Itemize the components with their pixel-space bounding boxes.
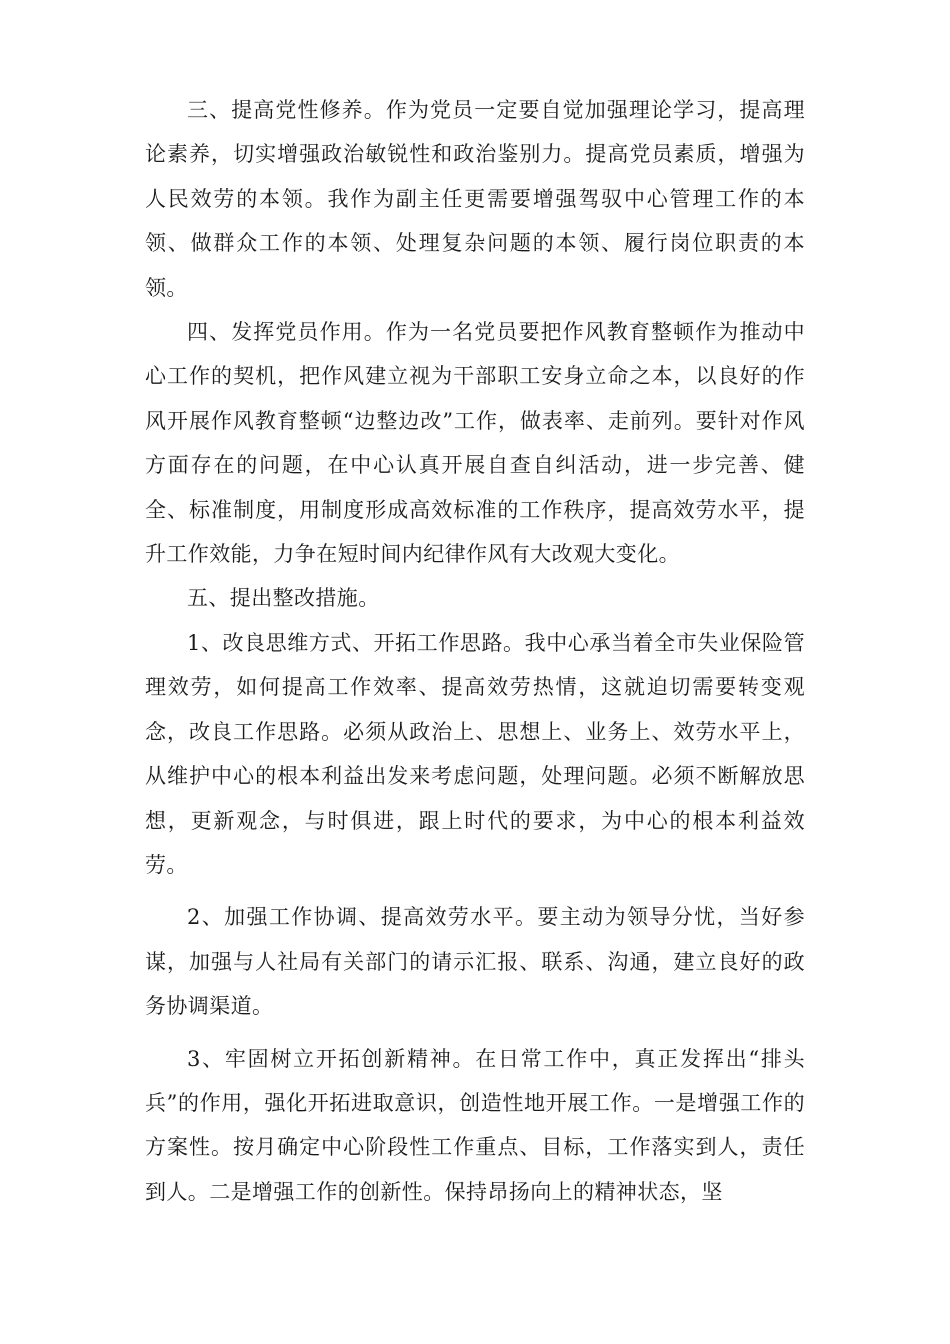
document-body [145, 88, 805, 1214]
paragraph-measure-1: 1、改良思维方式、开拓工作思路。我中心承当着全市失业保险管理效劳，如何提高工作效率、提高效劳热情，这就迫切需要转变观念，改良工作思路。必须从政治上、思想上、业务上、效劳水平上，从维护中心的根本利益出发来考虑问题，处理问题。必须不断解放思想，更新观念，与时俱进，跟上时代的要求，为中心的根本利益效劳。 [145, 630, 805, 877]
paragraph-measure-2: 2、加强工作协调、提高效劳水平。要主动为领导分忧，当好参谋，加强与人社局有关部门的请示汇报、联系、沟通，建立良好的政务协调渠道。 [145, 905, 805, 1019]
paragraph-rectification-heading: 五、提出整改措施。 [187, 586, 380, 611]
paragraph-member-role: 四、发挥党员作用。作为一名党员要把作风教育整顿作为推动中心工作的契机，把作风建立视为干部职工安身立命之本，以良好的作风开展作风教育整顿“边整边改”工作，做表率、走前列。要针对作风方面存在的问题，在中心认真开展自查自纠活动，进一步完善、健全、标准制度，用制度形成高效标准的工作秩序，提高效劳水平，提升工作效能，力争在短时间内纪律作风有大改观大变化。 [145, 320, 805, 567]
paragraph-party-spirit: 三、提高党性修养。作为党员一定要自觉加强理论学习，提高理论素养，切实增强政治敏锐性和政治鉴别力。提高党员素质，增强为人民效劳的本领。我作为副主任更需要增强驾驭中心管理工作的本领、做群众工作的本领、处理复杂问题的本领、履行岗位职责的本领。 [145, 98, 805, 300]
paragraph-measure-3: 3、牢固树立开拓创新精神。在日常工作中，真正发挥出“排头兵”的作用，强化开拓进取意识，创造性地开展工作。一是增强工作的方案性。按月确定中心阶段性工作重点、目标，工作落实到人，责任到人。二是增强工作的创新性。保持昂扬向上的精神状态，坚 [145, 1046, 805, 1204]
